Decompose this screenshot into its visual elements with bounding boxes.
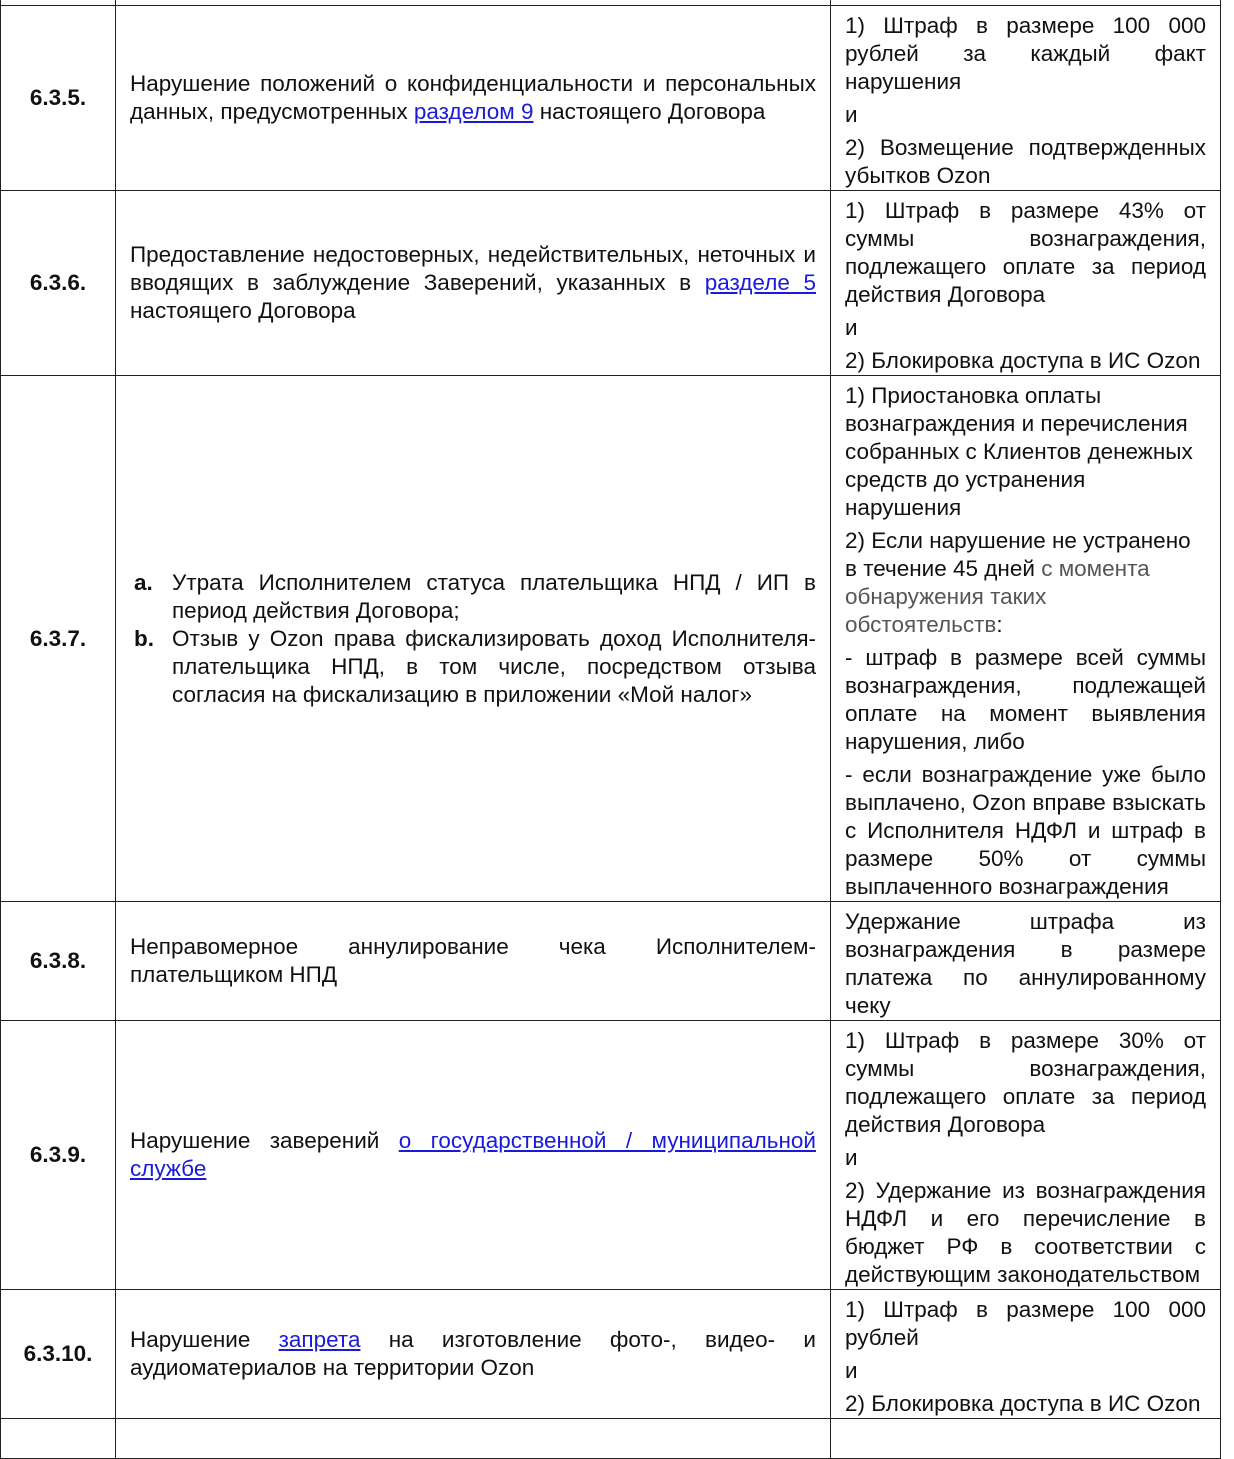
penalty-line: и xyxy=(845,1358,858,1383)
list-item xyxy=(130,569,816,625)
link-public-service[interactable]: о государственной / муниципальной службе xyxy=(130,1128,816,1181)
penalty-line: и xyxy=(845,102,858,127)
table-row xyxy=(1,191,1221,376)
violation-description xyxy=(116,6,831,191)
table-row xyxy=(1,1021,1221,1290)
clause-number: 6.3.10. xyxy=(1,1290,116,1419)
list-item xyxy=(130,625,816,709)
violation-description xyxy=(116,376,831,902)
violation-description xyxy=(116,902,831,1021)
link-section-9[interactable]: разделом 9 xyxy=(413,99,534,124)
penalty-line: 1) Штраф в размере 100 000 рублей за каждый факт нарушения xyxy=(845,13,1206,94)
penalty-line: 1) Штраф в размере 100 000 рублей xyxy=(845,1297,1206,1350)
penalty-cell xyxy=(831,376,1221,902)
penalty-line: 2) Возмещение подтвержденных убытков Ozon xyxy=(845,135,1206,188)
penalty-cell xyxy=(831,6,1221,191)
violation-list xyxy=(130,569,816,709)
table-row xyxy=(1,902,1221,1021)
link-section-5[interactable]: разделе 5 xyxy=(704,270,816,295)
violation-description xyxy=(116,191,831,376)
text: Нарушение положений о конфиденциальности и персональных данных, предусмотренных xyxy=(130,71,816,124)
text: Отзыв у Ozon права фискализировать доход Исполнителя-плательщика НПД, в том числе, посредством отзыва согласия на фискализацию в приложении «Мой налог» xyxy=(172,625,816,707)
clause-number: 6.3.7. xyxy=(1,376,116,902)
clause-number: 6.3.8. xyxy=(1,902,116,1021)
penalty-line xyxy=(845,527,1206,639)
penalty-line: - штраф в размере всей суммы вознаграждения, подлежащей оплате на момент выявления нарушения, либо xyxy=(845,645,1206,754)
table-row xyxy=(1,6,1221,191)
text: настоящего Договора xyxy=(130,298,356,323)
penalty-line: и xyxy=(845,315,858,340)
penalty-line: 1) Приостановка оплаты вознаграждения и перечисления собранных с Клиентов денежных средств до устранения нарушения xyxy=(845,383,1193,520)
text: настоящего Договора xyxy=(533,99,766,124)
text: Нарушение xyxy=(130,1327,279,1352)
penalty-cell xyxy=(831,902,1221,1021)
text: Неправомерное аннулирование чека Исполнителем-плательщиком НПД xyxy=(130,934,816,987)
gray-text: с момента обнаружения таких обстоятельств xyxy=(845,556,1150,637)
penalty-cell xyxy=(831,1021,1221,1290)
penalty-cell xyxy=(831,1290,1221,1419)
penalty-line: 2) Удержание из вознаграждения НДФЛ и его перечисление в бюджет РФ в соответствии с действующим законодательством xyxy=(845,1178,1206,1287)
clause-number: 6.3.6. xyxy=(1,191,116,376)
penalty-cell xyxy=(831,191,1221,376)
text: Нарушение заверений xyxy=(130,1128,399,1153)
text: : xyxy=(996,612,1003,637)
penalty-line: и xyxy=(845,1145,858,1170)
penalty-line: 1) Штраф в размере 30% от суммы вознаграждения, подлежащего оплате за период действия Договора xyxy=(845,1028,1206,1137)
table-row-partial-bottom xyxy=(1,1419,1221,1459)
clause-number: 6.3.9. xyxy=(1,1021,116,1290)
clause-number: 6.3.5. xyxy=(1,6,116,191)
penalty-line: - если вознаграждение уже было выплачено, Ozon вправе взыскать с Исполнителя НДФЛ и штраф в размере 50% от суммы выплаченного вознаграждения xyxy=(845,762,1206,899)
penalty-line: 1) Штраф в размере 43% от суммы вознаграждения, подлежащего оплате за период действия Договора xyxy=(845,198,1206,307)
text: Предоставление недостоверных, недействительных, неточных и вводящих в заблуждение Заверений, указанных в xyxy=(130,242,816,295)
penalty-line: 2) Блокировка доступа в ИС Ozon xyxy=(845,348,1201,373)
violation-description xyxy=(116,1290,831,1419)
violation-description xyxy=(116,1021,831,1290)
text: Утрата Исполнителем статуса плательщика НПД / ИП в период действия Договора; xyxy=(172,569,816,623)
text: 2) Если нарушение не устранено в течение 45 дней xyxy=(845,528,1191,581)
penalty-line: 2) Блокировка доступа в ИС Ozon xyxy=(845,1391,1201,1416)
table-row xyxy=(1,376,1221,902)
list-marker: a. xyxy=(134,569,153,595)
list-marker: b. xyxy=(134,625,154,651)
penalty-line: Удержание штрафа из вознаграждения в размере платежа по аннулированному чеку xyxy=(845,909,1206,1018)
link-ban[interactable]: запрета xyxy=(278,1327,361,1352)
text: на изготовление фото-, видео- и аудиоматериалов на территории Ozon xyxy=(130,1327,816,1380)
table-row xyxy=(1,1290,1221,1419)
